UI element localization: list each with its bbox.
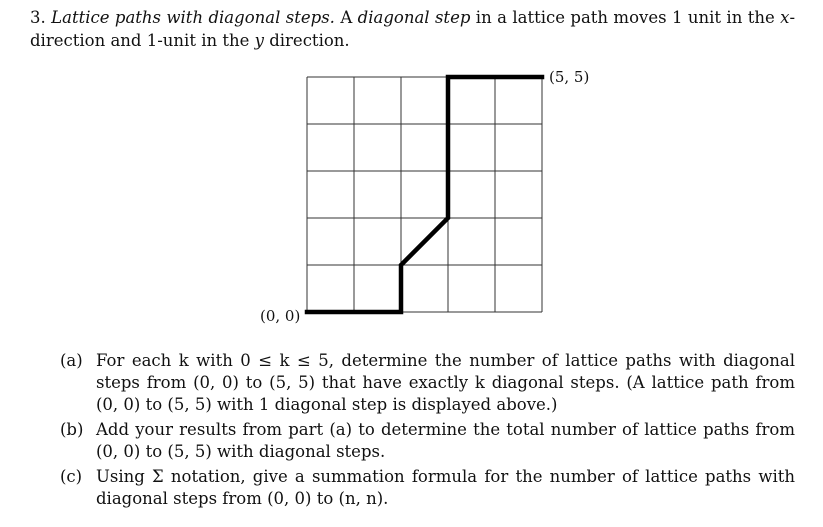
intro-prefix: A: [340, 8, 353, 27]
part-label: (c): [60, 467, 83, 486]
part-label: (b): [60, 420, 84, 439]
part-b: [60, 419, 795, 463]
part-label: (a): [60, 351, 83, 370]
part-a: [60, 350, 795, 416]
end-label: (5, 5): [549, 68, 590, 86]
lattice-path: [307, 77, 542, 312]
intro-text-a: in a lattice path moves 1 unit in the: [475, 8, 775, 27]
lattice-grid: [307, 77, 542, 312]
problem-title: Lattice paths with diagonal steps.: [51, 8, 335, 27]
problem-number: 3.: [30, 8, 46, 27]
part-text: Add your results from part (a) to determine the total number of lattice paths from (0, 0) to (5, 5) with diagonal steps.: [96, 420, 795, 461]
y-variable: y: [254, 31, 264, 50]
x-variable: x: [780, 8, 790, 27]
intro-text-b: -direction and 1-unit in the: [30, 8, 796, 50]
part-text: For each k with 0 ≤ k ≤ 5, determine the number of lattice paths with diagonal steps from (0, 0) to (5, 5) that have exactly k diagonal steps. (A lattice path from (0, 0) to (5, 5) with 1 diagonal step is displayed above.): [96, 351, 795, 414]
problem-parts: [60, 350, 795, 513]
part-text: Using Σ notation, give a summation formula for the number of lattice paths with diagonal steps from (0, 0) to (n, n).: [96, 467, 795, 508]
intro-text-c: direction.: [269, 31, 350, 50]
origin-label: (0, 0): [260, 307, 301, 325]
part-c: [60, 466, 795, 510]
term-diagonal-step: diagonal step: [357, 8, 471, 27]
